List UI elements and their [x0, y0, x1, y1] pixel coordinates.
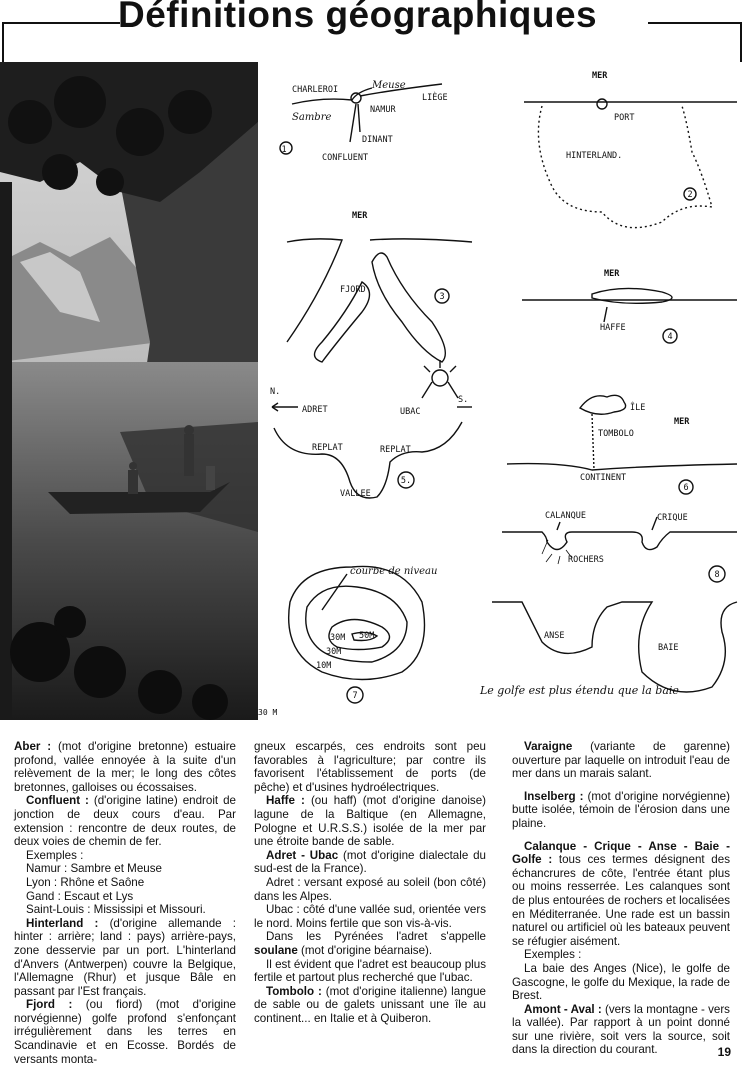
d5-label: N. [270, 387, 281, 397]
d7-number: 7 [352, 691, 358, 701]
example-item: Lyon : Rhône et Saône [26, 875, 145, 889]
d3-label: FJORD [340, 285, 366, 295]
d9-label: ANSE [544, 631, 565, 641]
def-tombolo: Tombolo : (mot d'origine italienne) langue de sable ou de galets unissant une île au continent... en Italie et à Quiberon. [254, 984, 486, 1025]
title-frame-left [2, 22, 4, 62]
d5-label: UBAC [400, 407, 421, 417]
def-varaigne: Varaigne (variante de garenne) ouverture par laquelle on introduit l'eau de mer dans un marais salant. [512, 740, 730, 781]
def-aber: Aber : (mot d'origine bretonne) estuaire profond, vallée ennoyée à la suite d'un relèvement de la mer; le long des côtes bretonnes, galloises ou écossaises. [14, 740, 237, 794]
def-calanque: Calanque - Crique - Anse - Baie - Golfe : tous ces termes désignent des échancrures de côte, l'entrée étant plus ou moins resserrée. Les calanques sont de plus entourées de rochers et localisées en Méditerranée. Une rade est un bassin naturel ou artificiel où les bateaux peuvent se réfugier aisément. [512, 839, 730, 948]
d2-label: HINTERLAND. [566, 151, 623, 161]
d4-label: MER [604, 269, 620, 279]
title-bar [0, 0, 743, 62]
d5-label: S. [458, 395, 469, 405]
def-fjord: Fjord : (ou fiord) (mot d'origine norvégienne) golfe profond s'enfonçant irrégulièrement dans les terres en Scandinavie et en Ecosse. Bordés de versants monta- [14, 998, 236, 1066]
d3-label: MER [352, 211, 368, 221]
def-haffe: Haffe : (ou haff) (mot d'origine danoise) lagune de la Baltique (en Allemagne, Pologne et U.R.S.S.) isolée de la mer par une étroite bande de sable. [254, 794, 486, 849]
adret-note: Il est évident que l'adret est beaucoup plus fertile et partout plus recherché que l'ubac. [254, 957, 486, 985]
def-confluent: Confluent : (d'origine latine) endroit de jonction de deux cours d'eau. Par extension : rencontre de deux routes, de deux voies de chemin de fer. [14, 794, 236, 849]
fjord-photo-image [0, 62, 258, 720]
d6-label: MER [674, 417, 690, 427]
page-number: 19 [717, 1045, 731, 1059]
d2-label: PORT [614, 113, 635, 123]
d5-label: VALLEE [340, 489, 371, 499]
d6-label: CONTINENT [580, 473, 627, 483]
d8-label: CRIQUE [657, 513, 688, 523]
d1-label: CHARLEROI [292, 85, 339, 95]
examples-text: La baie des Anges (Nice), le golfe de Gascogne, le golfe du Mexique, la rade de Brest. [512, 961, 730, 1003]
d4-label: HAFFE [600, 323, 626, 333]
d6-number: 6 [683, 483, 689, 493]
d6-label: TOMBOLO [598, 429, 634, 439]
d1-label: Meuse [372, 80, 406, 91]
d5-label: REPLAT [312, 443, 343, 453]
d1-label: Sambre [292, 112, 332, 123]
d5-number: 5. [400, 476, 412, 486]
diagram-calanque-crique [502, 517, 737, 582]
d4-number: 4 [667, 332, 673, 342]
page-title: Définitions géographiques [118, 0, 598, 35]
d7-label: courbe de niveau [350, 566, 438, 577]
sketch-diagrams [262, 62, 743, 722]
d2-number: 2 [687, 190, 693, 200]
example-item: Saint-Louis : Mississipi et Missouri. [26, 903, 206, 917]
def-adret: Adret : versant exposé au soleil (bon côté) dans les Alpes. [254, 875, 486, 903]
title-rule-left [2, 22, 120, 24]
example-item: Namur : Sambre et Meuse [26, 862, 162, 876]
d7-label: 30M [330, 633, 346, 643]
d1-label: NAMUR [370, 105, 396, 115]
def-soulane: Dans les Pyrénées l'adret s'appelle soulane (mot d'origine béarnaise). [254, 930, 486, 957]
examples-title: Exemples : [26, 848, 84, 862]
d5-label: REPLAT [380, 445, 411, 455]
text-column-1 [14, 740, 236, 1066]
d6-label: ÎLE [630, 403, 646, 413]
d3-number: 3 [439, 292, 445, 302]
d8-number: 8 [714, 570, 720, 580]
def-amont-aval: Amont - Aval : (vers la montagne - vers la vallée). Par rapport à un point donné sur une rivière, soit vers la source, soit dans la direction du courant. [512, 1002, 730, 1057]
d1-label: CONFLUENT [322, 153, 369, 163]
diagram-adret-ubac [272, 360, 472, 498]
d5-label: ADRET [302, 405, 328, 415]
fjord-photograph [0, 62, 258, 720]
def-ubac: Ubac : côté d'une vallée sud, orientée vers le nord. Moins fertile que son vis-à-vis. [254, 903, 486, 930]
def-hinterland: Hinterland : (d'origine allemande : hinter : arrière; land : pays) arrière-pays, zone desservie par un port. L'hinterland d'Anvers (Antwerpen) couvre la Belgique, l'Allemagne (Rhur) et jusque Bâle en passant par l'Est français. [14, 916, 236, 998]
scale-label: 30 M [258, 708, 278, 717]
diagram-anse-baie [492, 602, 737, 692]
d1-label: LIÈGE [422, 93, 448, 103]
d7-label: 10M [316, 661, 332, 671]
d1-number: 1 [281, 145, 287, 155]
def-inselberg: Inselberg : (mot d'origine norvégienne) butte isolée, témoin de l'érosion dans une plaine. [512, 789, 730, 830]
text-column-3 [512, 740, 730, 1057]
d9-label: BAIE [658, 643, 679, 653]
d8-label: ROCHERS [568, 555, 604, 565]
d8-label: CALANQUE [545, 511, 586, 521]
title-frame-right [740, 22, 742, 62]
d1-label: DINANT [362, 135, 393, 145]
d9-caption: Le golfe est plus étendu que la baie [480, 684, 679, 697]
diagram-haffe [522, 288, 737, 343]
d7-label: 30M [326, 647, 342, 657]
example-item: Gand : Escaut et Lys [26, 889, 134, 903]
def-fjord-cont: gneux escarpés, ces endroits sont peu favorables à l'agriculture; par contre ils favorisent l'établissement de ports (de pêche) et d'usines hydroélectriques. [254, 740, 486, 794]
def-adret-ubac: Adret - Ubac (mot d'origine dialectale du sud-est de la France). [254, 848, 487, 876]
examples-title: Exemples : [524, 948, 582, 962]
title-rule-right [648, 22, 742, 24]
text-column-2 [254, 740, 486, 1025]
d7-label: 50M [359, 631, 375, 641]
diagram-contour [289, 566, 425, 703]
d2-label: MER [592, 71, 608, 81]
